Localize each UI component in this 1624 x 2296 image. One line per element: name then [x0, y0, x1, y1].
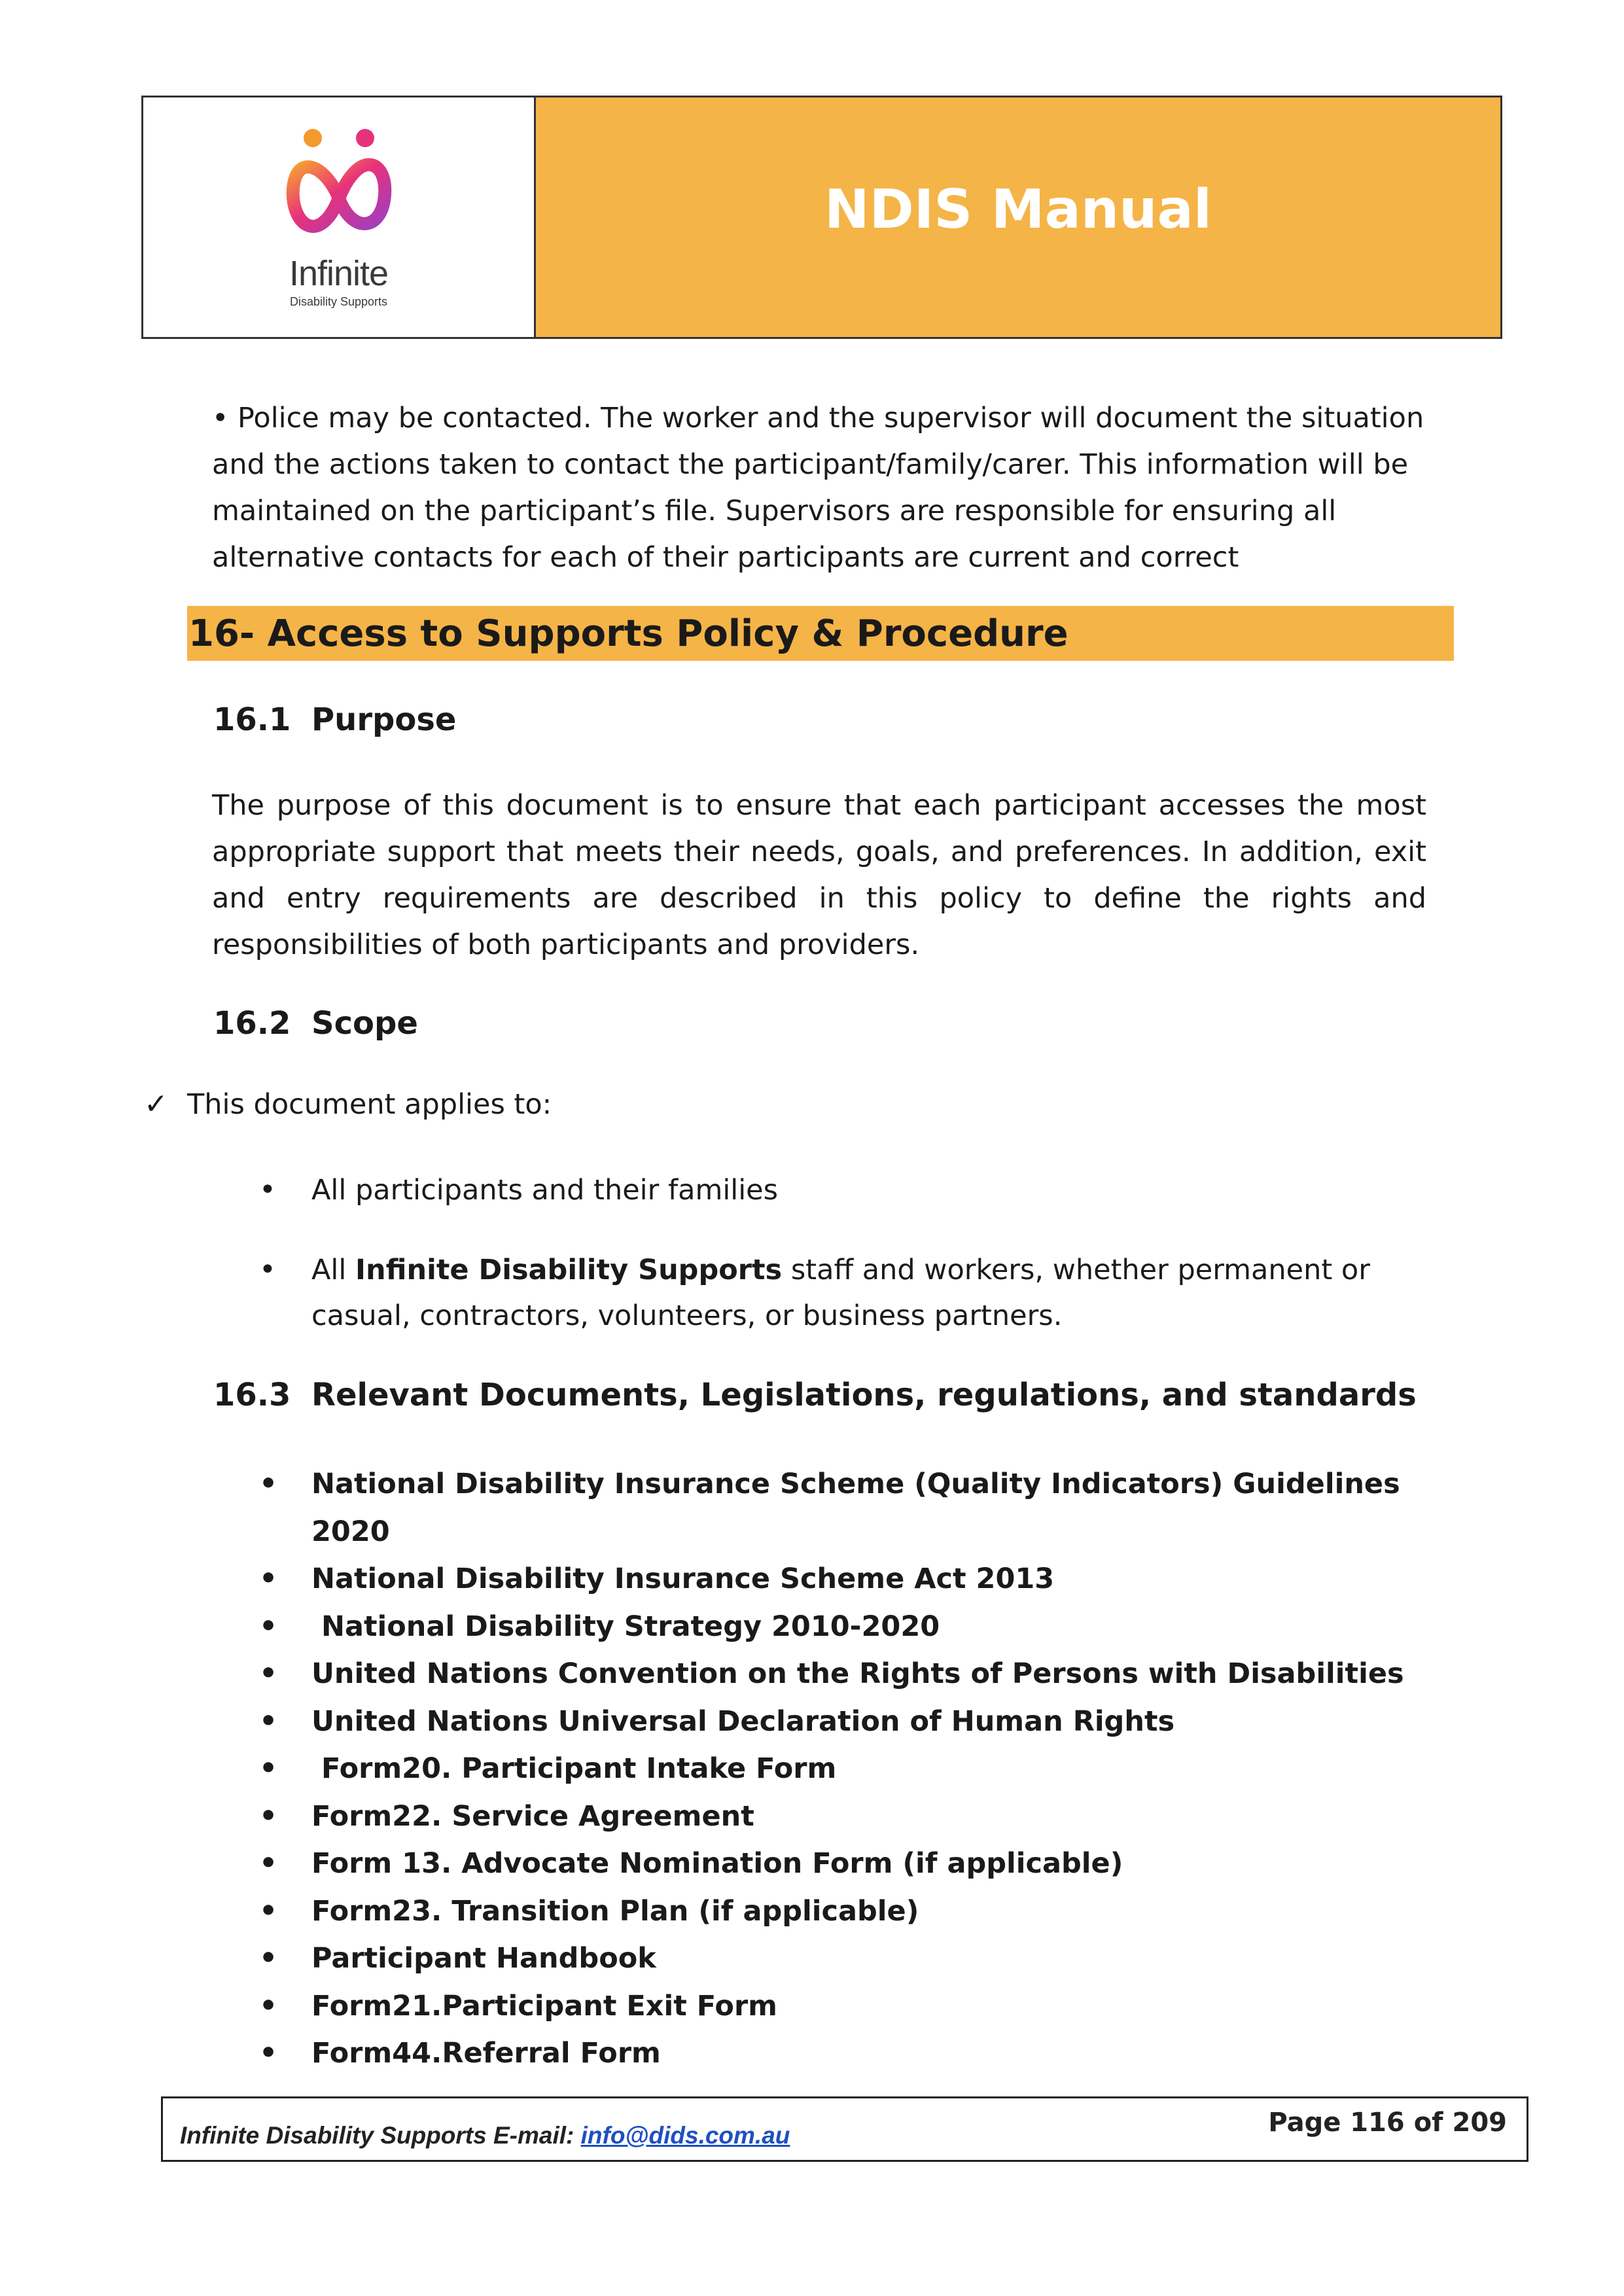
scope-heading	[213, 1005, 418, 1042]
list-item: • Form20. Participant Intake Form	[259, 1745, 1437, 1793]
relevant-title: Relevant Documents, Legislations, regulations, and standards	[311, 1377, 1417, 1413]
checkmark-icon: ✓	[144, 1087, 168, 1121]
relevant-documents-list	[259, 1460, 1437, 2077]
list-item	[259, 1247, 1411, 1339]
list-item: • Form21.Participant Exit Form	[259, 1983, 1437, 2030]
list-item: • National Disability Insurance Scheme Act 2013	[259, 1555, 1437, 1603]
scope-item-prefix: All	[311, 1254, 355, 1286]
list-item: • Form 13. Advocate Nomination Form (if applicable)	[259, 1840, 1437, 1888]
logo	[143, 97, 536, 337]
page-header	[141, 96, 1502, 339]
logo-name: Infinite	[289, 253, 389, 293]
purpose-heading	[213, 701, 456, 738]
relevant-number: 16.3	[213, 1377, 291, 1413]
list-item: • United Nations Convention on the Rights of Persons with Disabilities	[259, 1650, 1437, 1698]
list-item: • United Nations Universal Declaration of Human Rights	[259, 1698, 1437, 1746]
list-item: • National Disability Insurance Scheme (Quality Indicators) Guidelines 2020	[259, 1460, 1437, 1555]
page-footer	[161, 2096, 1528, 2162]
section-title: 16- Access to Supports Policy & Procedure	[188, 612, 1068, 655]
purpose-text: The purpose of this document is to ensure that each participant accesses the most appropriate support that meets their needs, goals, and preferences. In addition, exit and entry requirements are described in this policy to define the rights and responsibilities of both participants and providers.	[212, 789, 1426, 961]
scope-number: 16.2	[213, 1005, 291, 1042]
intro-paragraph: • Police may be contacted. The worker and the supervisor will document the situation and the actions taken to contact the participant/family/carer. This information will be maintained on the participant’s file. Supervisors are responsible for ensuring all alternative contacts for each of their participants are current and correct	[212, 402, 1424, 574]
manual-title: NDIS Manual	[824, 178, 1212, 241]
applies-to-text: This document applies to:	[187, 1087, 552, 1121]
section-heading-bar	[187, 606, 1454, 661]
title-cell	[536, 97, 1500, 337]
scope-item-suffix: staff and workers, whether permanent or casual, contractors, volunteers, or business partners.	[311, 1254, 1370, 1332]
list-item: • Participant Handbook	[259, 1935, 1437, 1983]
list-item: • Form44.Referral Form	[259, 2030, 1437, 2077]
list-item: • National Disability Strategy 2010-2020	[259, 1603, 1437, 1651]
list-item: • Form22. Service Agreement	[259, 1793, 1437, 1841]
email-link[interactable]: info@dids.com.au	[580, 2122, 790, 2149]
logo-subtitle: Disability Supports	[289, 294, 388, 308]
page-number: Page 116 of 209	[1268, 2108, 1507, 2138]
company-name: Infinite Disability Supports	[355, 1254, 783, 1286]
list-item	[259, 1167, 1411, 1213]
footer-company-text: Infinite Disability Supports E-mail:	[180, 2122, 581, 2149]
purpose-number: 16.1	[213, 701, 291, 738]
relevant-heading	[213, 1377, 1417, 1413]
scope-title: Scope	[311, 1005, 418, 1042]
scope-list	[259, 1167, 1411, 1339]
infinity-people-logo-icon	[274, 126, 404, 257]
list-item: • Form23. Transition Plan (if applicable)	[259, 1888, 1437, 1935]
footer-company	[180, 2122, 790, 2149]
scope-item-text: All participants and their families	[311, 1174, 779, 1207]
applies-to-line	[144, 1087, 552, 1121]
purpose-title: Purpose	[311, 701, 457, 738]
